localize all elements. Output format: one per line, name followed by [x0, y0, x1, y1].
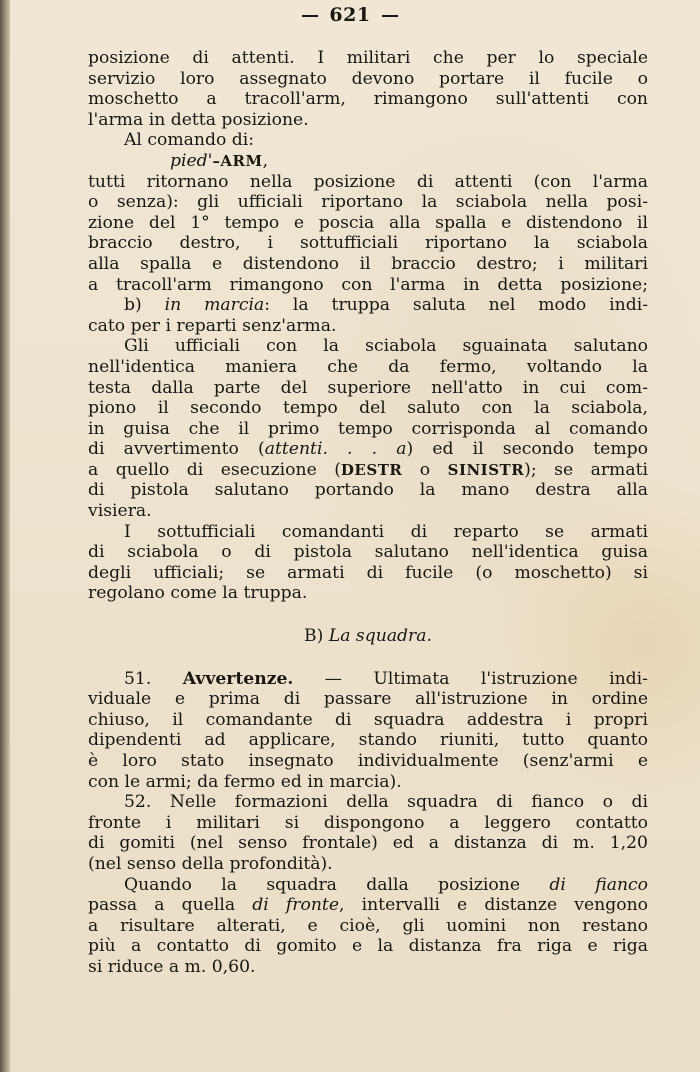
text-line: di gomiti (nel senso frontale) ed a distanza di m. 1,20: [88, 833, 648, 854]
text-line: visiera.: [88, 501, 152, 522]
text-line: braccio destro, i sottufficiali riportano la sciabola: [88, 233, 648, 254]
text-line: si riduce a m. 0,60.: [88, 956, 256, 977]
text-line: a tracoll'arm rimangono con l'arma in detta posizione;: [88, 274, 648, 295]
text-line: nell'identica maniera che da fermo, voltando la: [88, 356, 648, 377]
fronte-line: [88, 895, 648, 916]
page-number-value: 621: [329, 4, 371, 26]
command-smallcaps-part: –ARM: [212, 151, 263, 170]
text-line: testa dalla parte del superiore nell'atto in cui com-: [88, 377, 648, 398]
text-line: l'arma in detta posizione.: [88, 109, 309, 130]
text-run: passa a quella: [88, 895, 253, 916]
text-line: posizione di attenti. I militari che per lo speciale: [88, 48, 648, 68]
paragraph-title: Avvertenze.: [182, 668, 294, 689]
text-line: o senza): gli ufficiali riportano la sciabola nella posi-: [88, 192, 648, 213]
text-line: I sottufficiali comandanti di reparto se armati: [124, 521, 648, 542]
text-run-italic: di fianco: [549, 874, 648, 895]
text-line: Al comando di:: [124, 130, 255, 151]
text-run-smallcaps: SINISTR: [447, 460, 525, 479]
text-line: di pistola salutano portando la mano destra alla: [88, 480, 648, 501]
text-line: fronte i militari si dispongono a leggero contatto: [88, 812, 648, 833]
text-line: moschetto a tracoll'arm, rimangono sull'attenti con: [88, 89, 648, 110]
folio-dash-left: [302, 15, 318, 17]
text-line: cato per i reparti senz'arma.: [88, 315, 337, 336]
text-run: , intervalli e distanze vengono: [339, 895, 648, 916]
text-line: dipendenti ad applicare, stando riuniti, tutto quanto: [88, 730, 648, 751]
text-line: alla spalla e distendono il braccio destro; i militari: [88, 253, 648, 274]
text-line: degli ufficiali; se armati di fucile (o moschetto) si: [88, 562, 648, 583]
text-run: di avvertimento (: [88, 439, 265, 460]
text-line: di sciabola o di pistola salutano nell'identica guisa: [88, 542, 648, 563]
text-run: a quello di esecuzione (: [88, 459, 341, 480]
text-run: o: [402, 459, 448, 480]
page-number: [0, 4, 700, 26]
text-run: : la truppa saluta nel modo indi-: [264, 295, 648, 316]
text-line: Gli ufficiali con la sciabola sguainata salutano: [124, 336, 648, 357]
text-line: con le armi; da fermo ed in marcia).: [88, 771, 402, 792]
text-run: ) ed il secondo tempo: [406, 439, 648, 460]
text-run: b): [124, 295, 165, 316]
section-spacer: [88, 604, 648, 626]
text-run-smallcaps: DESTR: [340, 460, 403, 479]
command-line: [88, 151, 648, 172]
text-run: — Ultimata l'istruzione indi-: [293, 668, 648, 689]
text-line: chiuso, il comandante di squadra addestra i propri: [88, 709, 648, 730]
text-line: 52. Nelle formazioni della squadra di fianco o di: [124, 792, 648, 813]
section-spacer: [88, 647, 648, 669]
text-run-italic: attenti. . . a: [264, 439, 407, 460]
destr-line: [88, 460, 648, 481]
text-run: ); se armati: [524, 459, 648, 480]
text-line: (nel senso della profondità).: [88, 853, 333, 874]
section-heading-prefix: B): [303, 626, 324, 647]
section-heading-title: La squadra.: [328, 626, 432, 647]
text-line: regolano come la truppa.: [88, 583, 308, 604]
text-run: Quando la squadra dalla posizione: [124, 874, 550, 895]
attenti-line: [88, 439, 648, 460]
text-line: in guisa che il primo tempo corrisponda al comando: [88, 418, 648, 439]
text-line: è loro stato insegnato individualmente (senz'armi e: [88, 751, 648, 771]
marcia-line: [88, 295, 648, 316]
text-line: più a contatto di gomito e la distanza fra riga e riga: [88, 936, 648, 957]
text-line: viduale e prima di passare all'istruzione in ordine: [88, 689, 648, 710]
page-binding-edge: [0, 0, 10, 1072]
text-line: zione del 1° tempo e poscia alla spalla e distendono il: [88, 212, 648, 233]
paragraph-51-first-line: [88, 669, 648, 690]
fianco-line: [88, 875, 648, 896]
text-run-italic: in marcia: [164, 295, 265, 316]
text-line: piono il secondo tempo del saluto con la sciabola,: [88, 398, 648, 419]
text-run-italic: di fronte: [252, 895, 339, 916]
section-heading: [88, 626, 648, 647]
text-line: servizio loro assegnato devono portare il fucile o: [88, 68, 648, 89]
text-line: a risultare alterati, e cioè, gli uomini non restano: [88, 915, 648, 936]
text-line: tutti ritornano nella posizione di attenti (con l'arma: [88, 171, 648, 192]
body-text: [88, 48, 648, 978]
paragraph-number: 51.: [124, 668, 183, 689]
command-italic-part: pied': [170, 150, 213, 171]
folio-dash-right: [382, 15, 398, 17]
command-punctuation: ,: [262, 150, 269, 171]
